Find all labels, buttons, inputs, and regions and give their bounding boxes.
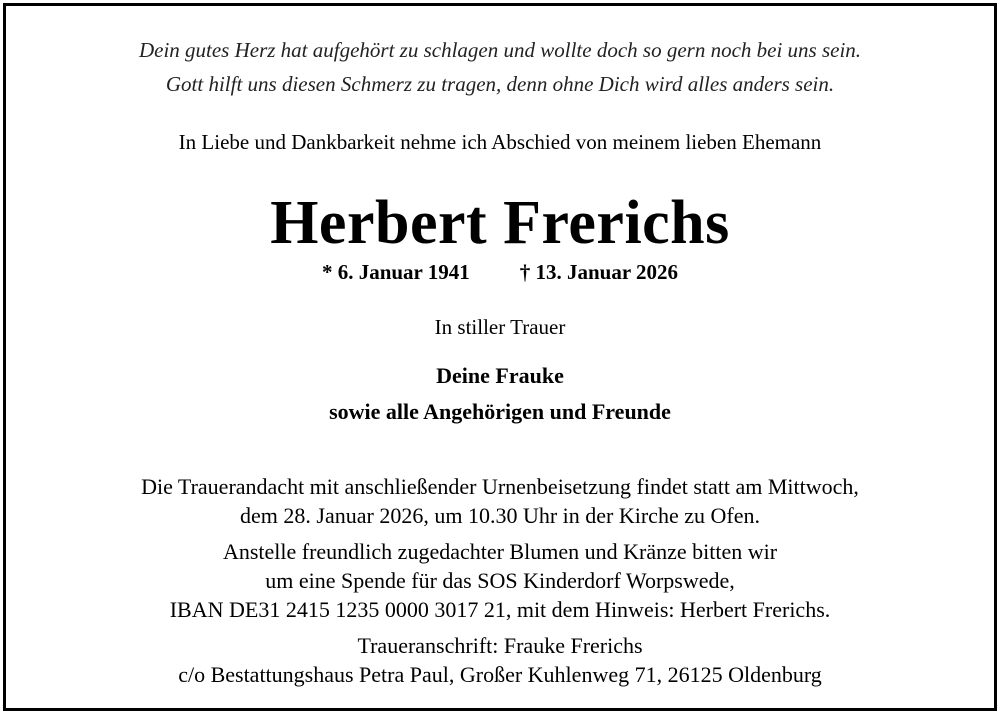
intro-text: In Liebe und Dankbarkeit nehme ich Abschied von meinem lieben Ehemann: [178, 130, 822, 154]
deceased-name: Herbert Frerichs: [270, 189, 730, 257]
life-dates: [0, 260, 1000, 285]
donation-line-2: um eine Spende für das SOS Kinderdorf Worpswede,: [265, 568, 735, 593]
service-line-1: Die Trauerandacht mit anschließender Urnenbeisetzung findet statt am Mittwoch,: [141, 474, 859, 499]
donation-line-3: IBAN DE31 2415 1235 0000 3017 21, mit dem Hinweis: Herbert Frerichs.: [169, 597, 831, 622]
motto-line-1: Dein gutes Herz hat aufgehört zu schlagen und wollte doch so gern noch bei uns sein.: [138, 38, 862, 62]
birth-date: * 6. Januar 1941: [321, 260, 470, 284]
service-line-2: dem 28. Januar 2026, um 10.30 Uhr in der Kirche zu Ofen.: [240, 503, 760, 528]
donation-line-1: Anstelle freundlich zugedachter Blumen und Kränze bitten wir: [222, 539, 778, 564]
address-line-2: c/o Bestattungshaus Petra Paul, Großer Kuhlenweg 71, 26125 Oldenburg: [178, 662, 822, 687]
mourner-primary: Deine Frauke: [436, 363, 564, 388]
mourner-others: sowie alle Angehörigen und Freunde: [329, 399, 671, 424]
address-line-1: Traueranschrift: Frauke Frerichs: [357, 633, 643, 658]
motto-line-2: Gott hilft uns diesen Schmerz zu tragen, denn ohne Dich wird alles anders sein.: [165, 72, 835, 96]
mourning-phrase: In stiller Trauer: [434, 315, 566, 339]
death-date: † 13. Januar 2026: [519, 260, 679, 284]
